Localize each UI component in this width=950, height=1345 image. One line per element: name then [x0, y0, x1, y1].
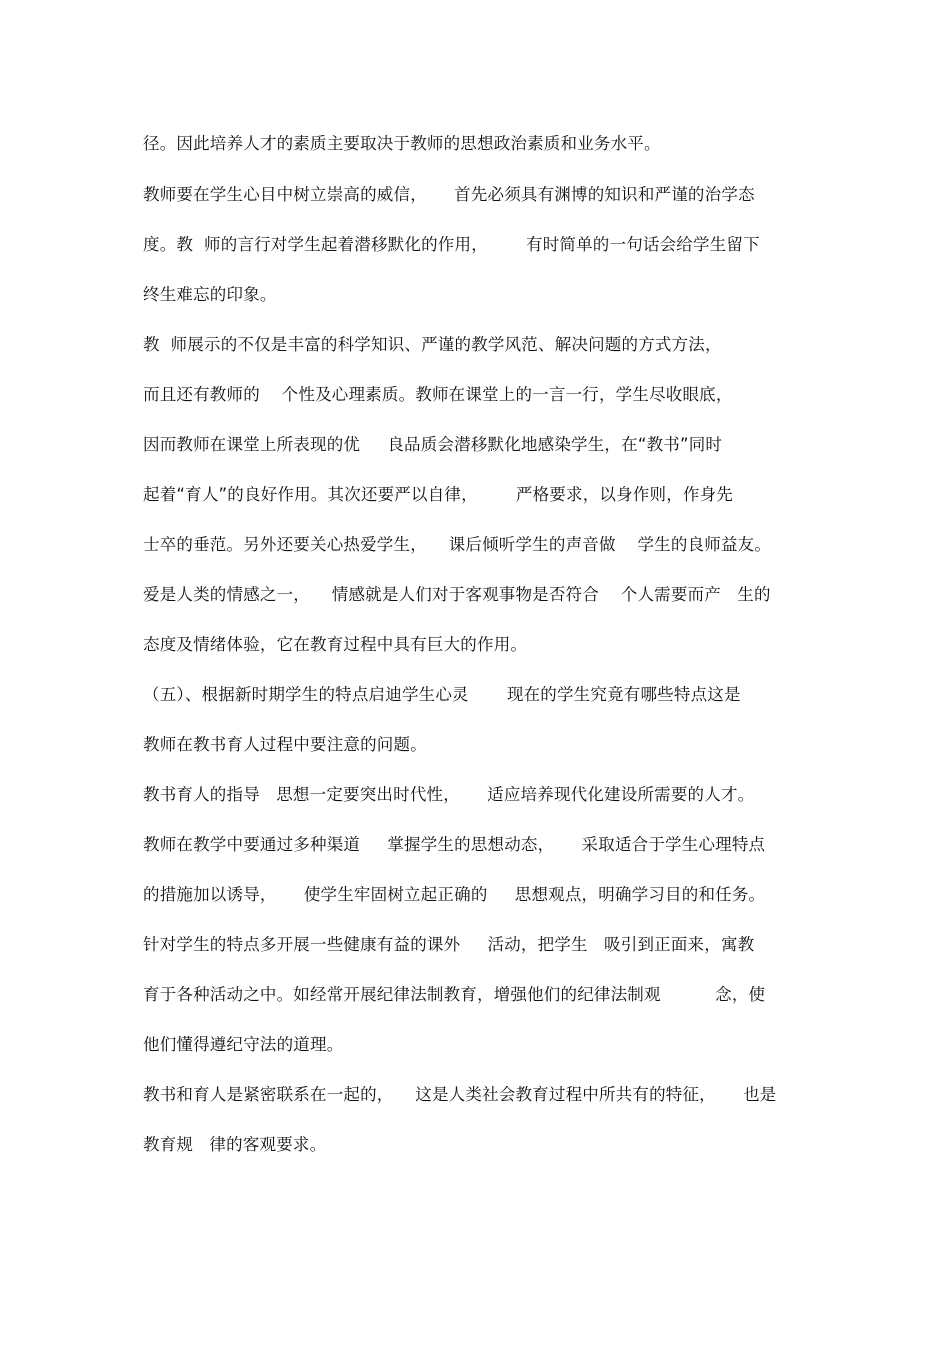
text-line: 而且还有教师的 个性及心理素质。教师在课堂上的一言一行，学生尽收眼底， — [143, 385, 733, 404]
text-line: 起着“育人”的良好作用。其次还要严以自律， 严格要求，以身作则，作身先 — [143, 485, 734, 504]
text-line: 径。因此培养人才的素质主要取决于教师的思想政治素质和业务水平。 — [143, 134, 661, 153]
text-line: 爱是人类的情感之一， 情感就是人们对于客观事物是否符合 个人需要而产 生的 — [143, 585, 771, 604]
text-line: 教师在教学中要通过多种渠道 掌握学生的思想动态， 采取适合于学生心理特点 — [143, 835, 766, 854]
text-line: 教育规 律的客观要求。 — [143, 1135, 327, 1154]
text-line: 因而教师在课堂上所表现的优 良品质会潜移默化地感染学生，在“教书”同时 — [143, 435, 723, 454]
text-line: 教 师展示的不仅是丰富的科学知识、严谨的教学风范、解决问题的方式方法， — [143, 335, 722, 354]
text-line: 度。教 师的言行对学生起着潜移默化的作用， 有时简单的一句话会给学生留下 — [143, 235, 760, 254]
text-line: 育于各种活动之中。如经常开展纪律法制教育，增强他们的纪律法制观 念，使 — [143, 985, 766, 1004]
text-line: 教书育人的指导 思想一定要突出时代性， 适应培养现代化建设所需要的人才。 — [143, 785, 755, 804]
text-line: 他们懂得遵纪守法的道理。 — [143, 1035, 344, 1054]
text-line: 教师在教书育人过程中要注意的问题。 — [143, 735, 427, 754]
text-line: 士卒的垂范。另外还要关心热爱学生， 课后倾听学生的声音做 学生的良师益友。 — [143, 535, 772, 554]
text-line: 终生难忘的印象。 — [143, 285, 277, 304]
text-line: （五）、根据新时期学生的特点启迪学生心灵 现在的学生究竟有哪些特点这是 — [143, 685, 741, 704]
text-line: 针对学生的特点多开展一些健康有益的课外 活动，把学生 吸引到正面来，寓教 — [143, 935, 755, 954]
text-line: 教师要在学生心目中树立崇高的威信， 首先必须具有渊博的知识和严谨的治学态 — [143, 185, 755, 204]
text-line: 教书和育人是紧密联系在一起的， 这是人类社会教育过程中所共有的特征， 也是 — [143, 1085, 777, 1104]
text-line: 态度及情绪体验，它在教育过程中具有巨大的作用。 — [143, 635, 528, 654]
text-line: 的措施加以诱导， 使学生牢固树立起正确的 思想观点，明确学习目的和任务。 — [143, 885, 766, 904]
